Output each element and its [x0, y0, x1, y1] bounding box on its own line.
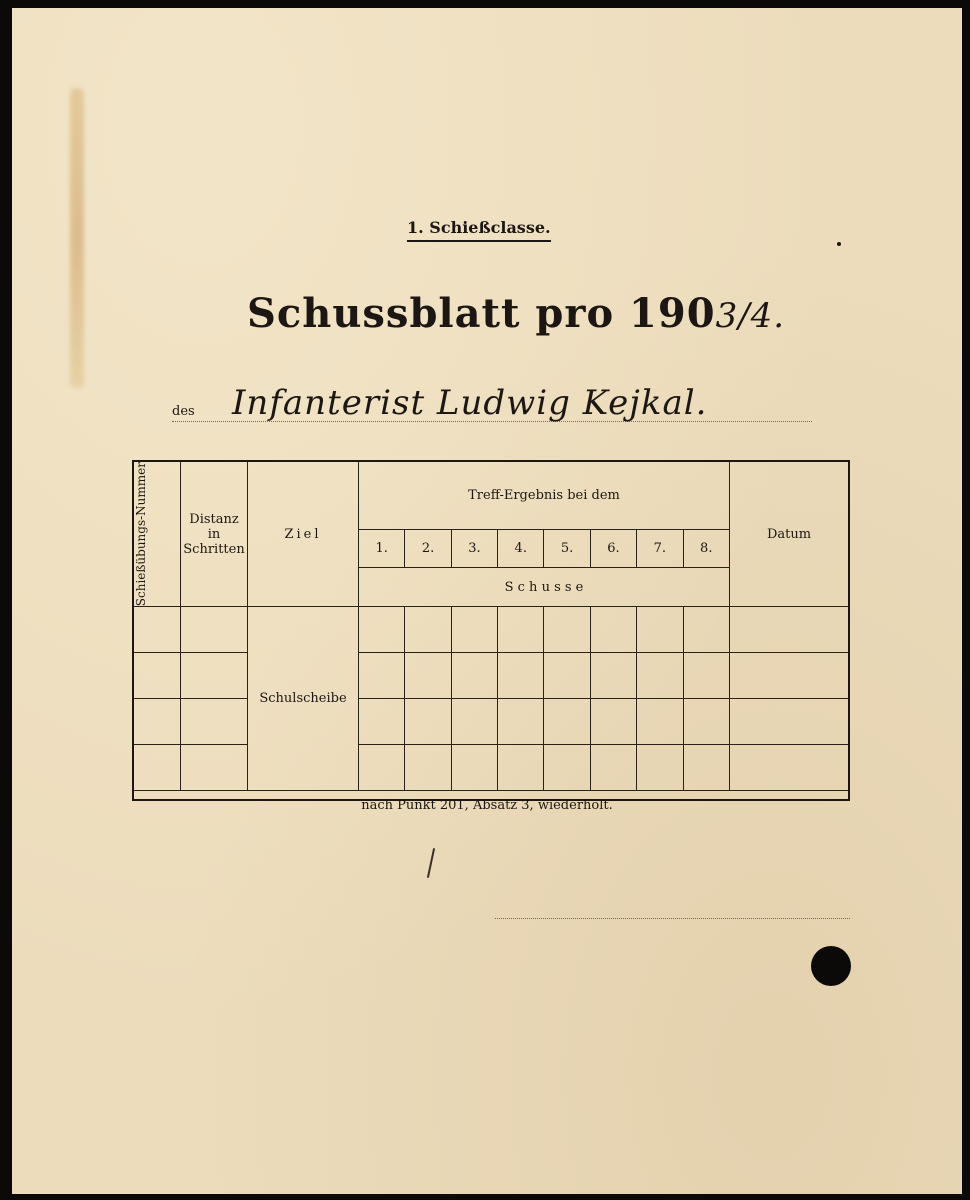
col-number-header: Schießübungs-Nummer	[133, 461, 181, 607]
cell	[451, 653, 497, 699]
pencil-tick	[427, 848, 435, 878]
signature-line	[495, 918, 850, 919]
cell	[181, 607, 248, 653]
table-row	[133, 653, 849, 699]
cell	[683, 745, 729, 791]
cell	[590, 699, 636, 745]
cell	[451, 607, 497, 653]
shot-header: 7.	[637, 529, 683, 568]
cell	[133, 607, 181, 653]
cell	[359, 653, 405, 699]
cell	[405, 653, 451, 699]
cell	[730, 653, 850, 699]
shots-label: S c h u s s e	[359, 568, 730, 607]
handwritten-name: Infanterist Ludwig Kejkal.	[232, 383, 708, 423]
cell	[405, 607, 451, 653]
name-line	[172, 383, 812, 423]
cell	[637, 607, 683, 653]
cell	[683, 607, 729, 653]
cell	[405, 745, 451, 791]
cell	[590, 653, 636, 699]
cell	[637, 699, 683, 745]
col-target-header: Ziel	[248, 461, 359, 607]
footer-note: nach Punkt 201, Absatz 3, wiederholt.	[361, 798, 613, 813]
table-header-row	[133, 461, 849, 529]
cell	[451, 745, 497, 791]
shot-header: 2.	[405, 529, 451, 568]
cell	[181, 699, 248, 745]
col-date-header: Datum	[730, 461, 850, 607]
table-row	[133, 699, 849, 745]
cell	[133, 699, 181, 745]
cell	[544, 653, 590, 699]
col-result-header: Treff-Ergebnis bei dem	[359, 461, 730, 529]
col-distance-header: Distanz in Schritten	[181, 461, 248, 607]
shot-header: 4.	[498, 529, 544, 568]
page-title	[247, 290, 785, 337]
class-title: 1. Schießclasse.	[407, 218, 551, 242]
cell	[181, 745, 248, 791]
des-label: des	[172, 404, 195, 419]
cell	[544, 607, 590, 653]
shot-header: 6.	[590, 529, 636, 568]
shot-header: 1.	[359, 529, 405, 568]
shot-header: 8.	[683, 529, 729, 568]
table-row	[133, 607, 849, 653]
cell	[544, 699, 590, 745]
cell	[133, 653, 181, 699]
paper-stain	[70, 88, 84, 388]
punch-hole	[811, 946, 851, 986]
cell	[181, 653, 248, 699]
cell	[498, 607, 544, 653]
cell	[730, 607, 850, 653]
shot-header: 5.	[544, 529, 590, 568]
shooting-table	[132, 460, 850, 801]
cell	[637, 745, 683, 791]
cell	[359, 745, 405, 791]
handwritten-year: 3/4.	[715, 296, 786, 336]
cell	[590, 607, 636, 653]
cell	[359, 699, 405, 745]
cell	[498, 745, 544, 791]
cell	[730, 745, 850, 791]
shot-header: 3.	[451, 529, 497, 568]
cell	[683, 699, 729, 745]
target-cell: Schulscheibe	[248, 607, 359, 791]
title-prefix: Schussblatt pro 190	[247, 290, 716, 337]
cell	[590, 745, 636, 791]
table-row	[133, 745, 849, 791]
cell	[544, 745, 590, 791]
cell	[405, 699, 451, 745]
cell	[133, 745, 181, 791]
cell	[498, 653, 544, 699]
cell	[359, 607, 405, 653]
cell	[637, 653, 683, 699]
ink-dot	[837, 242, 841, 246]
cell	[683, 653, 729, 699]
cell	[451, 699, 497, 745]
cell	[498, 699, 544, 745]
cell	[730, 699, 850, 745]
document-page	[12, 8, 962, 1194]
